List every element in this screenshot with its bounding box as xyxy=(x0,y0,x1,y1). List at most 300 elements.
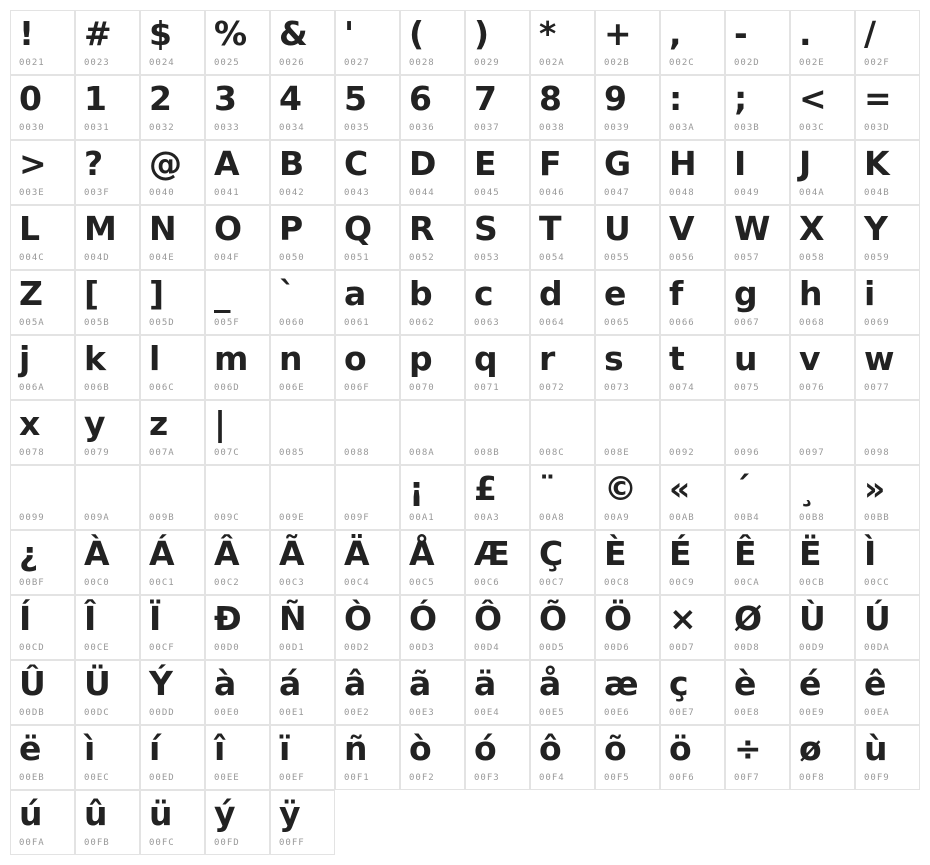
codepoint-label: 0029 xyxy=(474,58,500,68)
glyph xyxy=(539,401,592,447)
glyph: á xyxy=(279,664,302,703)
codepoint-label: 004F xyxy=(214,253,240,263)
glyph-cell xyxy=(10,140,75,205)
codepoint-label: 0065 xyxy=(604,318,630,328)
glyph-cell xyxy=(855,335,920,400)
codepoint-label: 00CF xyxy=(149,643,175,653)
glyph: O xyxy=(214,209,243,248)
glyph: è xyxy=(734,664,757,703)
glyph: p xyxy=(409,339,433,378)
glyph-cell xyxy=(855,270,920,335)
codepoint-label: 002E xyxy=(799,58,825,68)
glyph-cell xyxy=(270,790,335,855)
glyph-cell xyxy=(660,335,725,400)
glyph-cell xyxy=(530,595,595,660)
glyph: × xyxy=(669,599,697,638)
codepoint-label: 00CB xyxy=(799,578,825,588)
glyph: À xyxy=(84,534,110,573)
codepoint-label: 006A xyxy=(19,383,45,393)
glyph-cell xyxy=(855,75,920,140)
codepoint-label: 00E3 xyxy=(409,708,435,718)
glyph-cell xyxy=(140,790,205,855)
glyph-cell xyxy=(595,465,660,530)
codepoint-label: 00A9 xyxy=(604,513,630,523)
glyph-cell xyxy=(855,660,920,725)
glyph: Ï xyxy=(149,599,162,638)
codepoint-label: 0030 xyxy=(19,123,45,133)
glyph-cell xyxy=(10,790,75,855)
codepoint-label: 00C3 xyxy=(279,578,305,588)
glyph: + xyxy=(604,14,632,53)
glyph: Á xyxy=(149,534,175,573)
glyph: 9 xyxy=(604,79,627,118)
glyph-cell xyxy=(660,660,725,725)
codepoint-label: 0023 xyxy=(84,58,110,68)
glyph-cell xyxy=(10,335,75,400)
glyph: 8 xyxy=(539,79,562,118)
codepoint-label: 0076 xyxy=(799,383,825,393)
codepoint-label: 00D3 xyxy=(409,643,435,653)
glyph-cell xyxy=(595,660,660,725)
codepoint-label: 00C7 xyxy=(539,578,565,588)
codepoint-label: 00D8 xyxy=(734,643,760,653)
glyph: [ xyxy=(84,274,100,313)
codepoint-label: 00D5 xyxy=(539,643,565,653)
glyph-cell xyxy=(660,400,725,465)
glyph-cell xyxy=(855,725,920,790)
glyph: £ xyxy=(474,469,497,508)
glyph: Ì xyxy=(864,534,877,573)
codepoint-label: 0069 xyxy=(864,318,890,328)
glyph: ´ xyxy=(734,469,751,508)
glyph-cell xyxy=(75,335,140,400)
glyph-cell xyxy=(335,205,400,270)
glyph-cell xyxy=(75,400,140,465)
codepoint-label: 0070 xyxy=(409,383,435,393)
glyph-cell xyxy=(205,790,270,855)
glyph: N xyxy=(149,209,177,248)
glyph xyxy=(864,401,917,447)
codepoint-label: 0072 xyxy=(539,383,565,393)
glyph-cell xyxy=(595,205,660,270)
glyph-cell xyxy=(595,725,660,790)
codepoint-label: 006C xyxy=(149,383,175,393)
glyph: Õ xyxy=(539,599,568,638)
glyph xyxy=(669,401,722,447)
codepoint-label: 00DA xyxy=(864,643,890,653)
glyph: T xyxy=(539,209,562,248)
glyph-cell xyxy=(205,335,270,400)
glyph: Z xyxy=(19,274,43,313)
glyph: U xyxy=(604,209,631,248)
glyph-cell xyxy=(725,725,790,790)
glyph-cell xyxy=(790,660,855,725)
glyph: Ý xyxy=(149,664,173,703)
glyph: = xyxy=(864,79,892,118)
codepoint-label: 00C4 xyxy=(344,578,370,588)
codepoint-label: 0054 xyxy=(539,253,565,263)
glyph: % xyxy=(214,14,248,53)
codepoint-label: 0066 xyxy=(669,318,695,328)
glyph: . xyxy=(799,14,812,53)
codepoint-label: 00D1 xyxy=(279,643,305,653)
glyph: Î xyxy=(84,599,97,638)
glyph-cell xyxy=(400,595,465,660)
glyph-cell xyxy=(10,660,75,725)
glyph: õ xyxy=(604,729,627,768)
glyph: ¿ xyxy=(19,534,39,573)
glyph-cell xyxy=(10,270,75,335)
glyph-cell xyxy=(335,465,400,530)
glyph-cell xyxy=(400,725,465,790)
glyph-cell xyxy=(725,595,790,660)
codepoint-label: 00C6 xyxy=(474,578,500,588)
codepoint-label: 0044 xyxy=(409,188,435,198)
glyph-cell xyxy=(530,725,595,790)
glyph-cell xyxy=(75,725,140,790)
glyph: ( xyxy=(409,14,425,53)
codepoint-label: 008E xyxy=(604,448,630,458)
codepoint-label: 0074 xyxy=(669,383,695,393)
glyph: ÷ xyxy=(734,729,762,768)
glyph-cell xyxy=(725,205,790,270)
glyph-cell xyxy=(270,660,335,725)
glyph: û xyxy=(84,794,108,833)
glyph-cell xyxy=(595,75,660,140)
glyph: y xyxy=(84,404,106,443)
codepoint-label: 004E xyxy=(149,253,175,263)
glyph-cell xyxy=(270,75,335,140)
codepoint-label: 0098 xyxy=(864,448,890,458)
codepoint-label: 0039 xyxy=(604,123,630,133)
codepoint-label: 00FD xyxy=(214,838,240,848)
glyph-cell xyxy=(465,270,530,335)
glyph: , xyxy=(669,14,682,53)
glyph: 0 xyxy=(19,79,42,118)
codepoint-label: 00D0 xyxy=(214,643,240,653)
glyph: Y xyxy=(864,209,888,248)
codepoint-label: 0042 xyxy=(279,188,305,198)
glyph: > xyxy=(19,144,47,183)
codepoint-label: 0079 xyxy=(84,448,110,458)
glyph: ë xyxy=(19,729,42,768)
codepoint-label: 008A xyxy=(409,448,435,458)
glyph: ò xyxy=(409,729,432,768)
glyph: Ó xyxy=(409,599,438,638)
glyph xyxy=(214,466,267,512)
glyph-cell xyxy=(335,75,400,140)
glyph-cell xyxy=(465,595,530,660)
glyph xyxy=(409,401,462,447)
glyph: * xyxy=(539,14,557,53)
glyph-cell xyxy=(270,335,335,400)
glyph: @ xyxy=(149,144,182,183)
glyph: ï xyxy=(279,729,291,768)
codepoint-label: 003E xyxy=(19,188,45,198)
glyph-cell xyxy=(465,10,530,75)
glyph-cell xyxy=(790,400,855,465)
glyph-cell xyxy=(855,400,920,465)
glyph: z xyxy=(149,404,169,443)
codepoint-label: 0026 xyxy=(279,58,305,68)
glyph: ¨ xyxy=(539,469,556,508)
codepoint-label: 0078 xyxy=(19,448,45,458)
glyph-cell xyxy=(10,530,75,595)
glyph: : xyxy=(669,79,683,118)
glyph: Ü xyxy=(84,664,111,703)
glyph: u xyxy=(734,339,758,378)
codepoint-label: 0027 xyxy=(344,58,370,68)
codepoint-label: 00D4 xyxy=(474,643,500,653)
codepoint-label: 0049 xyxy=(734,188,760,198)
glyph: $ xyxy=(149,14,172,53)
glyph: a xyxy=(344,274,367,313)
glyph-cell xyxy=(725,400,790,465)
glyph-cell xyxy=(855,140,920,205)
codepoint-label: 005D xyxy=(149,318,175,328)
glyph-cell xyxy=(660,270,725,335)
glyph-cell xyxy=(790,205,855,270)
codepoint-label: 0040 xyxy=(149,188,175,198)
glyph: Ô xyxy=(474,599,503,638)
glyph: D xyxy=(409,144,437,183)
glyph-cell xyxy=(855,530,920,595)
glyph-cell xyxy=(855,10,920,75)
glyph: 2 xyxy=(149,79,172,118)
codepoint-label: 009C xyxy=(214,513,240,523)
codepoint-label: 003B xyxy=(734,123,760,133)
glyph-cell xyxy=(205,595,270,660)
glyph: _ xyxy=(214,274,231,313)
codepoint-label: 00BB xyxy=(864,513,890,523)
glyph: ñ xyxy=(344,729,368,768)
glyph: Ö xyxy=(604,599,633,638)
codepoint-label: 00F2 xyxy=(409,773,435,783)
glyph: j xyxy=(19,339,31,378)
codepoint-label: 00D2 xyxy=(344,643,370,653)
glyph: I xyxy=(734,144,747,183)
glyph: È xyxy=(604,534,627,573)
codepoint-label: 0053 xyxy=(474,253,500,263)
glyph-cell xyxy=(530,465,595,530)
glyph-cell xyxy=(75,660,140,725)
codepoint-label: 004D xyxy=(84,253,110,263)
glyph: ø xyxy=(799,729,822,768)
glyph: Û xyxy=(19,664,46,703)
codepoint-label: 00E6 xyxy=(604,708,630,718)
glyph-cell xyxy=(790,595,855,660)
glyph: Ë xyxy=(799,534,822,573)
codepoint-label: 005A xyxy=(19,318,45,328)
glyph: f xyxy=(669,274,684,313)
glyph: æ xyxy=(604,664,639,703)
glyph: s xyxy=(604,339,624,378)
glyph: B xyxy=(279,144,305,183)
codepoint-label: 0032 xyxy=(149,123,175,133)
glyph: C xyxy=(344,144,369,183)
glyph: - xyxy=(734,14,748,53)
glyph: ù xyxy=(864,729,888,768)
codepoint-label: 005F xyxy=(214,318,240,328)
glyph: í xyxy=(149,729,161,768)
glyph xyxy=(474,401,527,447)
glyph-cell xyxy=(725,10,790,75)
glyph-cell xyxy=(790,10,855,75)
codepoint-label: 0073 xyxy=(604,383,630,393)
codepoint-label: 008C xyxy=(539,448,565,458)
glyph: F xyxy=(539,144,562,183)
glyph: 6 xyxy=(409,79,432,118)
codepoint-label: 00DC xyxy=(84,708,110,718)
codepoint-label: 0056 xyxy=(669,253,695,263)
glyph: k xyxy=(84,339,106,378)
codepoint-label: 0062 xyxy=(409,318,435,328)
glyph: ô xyxy=(539,729,562,768)
glyph-cell xyxy=(140,660,205,725)
glyph: b xyxy=(409,274,433,313)
codepoint-label: 0097 xyxy=(799,448,825,458)
glyph: ¸ xyxy=(799,469,816,508)
glyph-cell xyxy=(270,270,335,335)
glyph: L xyxy=(19,209,41,248)
glyph: ] xyxy=(149,274,165,313)
glyph-cell xyxy=(400,75,465,140)
glyph: ý xyxy=(214,794,236,833)
glyph-cell xyxy=(595,530,660,595)
glyph-cell xyxy=(400,270,465,335)
codepoint-label: 0046 xyxy=(539,188,565,198)
glyph xyxy=(799,401,852,447)
codepoint-label: 00F5 xyxy=(604,773,630,783)
codepoint-label: 0075 xyxy=(734,383,760,393)
glyph-cell xyxy=(855,595,920,660)
glyph: Ù xyxy=(799,599,826,638)
glyph: V xyxy=(669,209,695,248)
glyph: R xyxy=(409,209,435,248)
glyph-cell xyxy=(205,530,270,595)
glyph-cell xyxy=(595,270,660,335)
codepoint-label: 0037 xyxy=(474,123,500,133)
glyph: S xyxy=(474,209,498,248)
codepoint-label: 00FF xyxy=(279,838,305,848)
codepoint-label: 00CD xyxy=(19,643,45,653)
glyph-cell xyxy=(140,270,205,335)
glyph-cell xyxy=(75,140,140,205)
codepoint-label: 00A1 xyxy=(409,513,435,523)
codepoint-label: 00BF xyxy=(19,578,45,588)
codepoint-label: 0041 xyxy=(214,188,240,198)
glyph-cell xyxy=(10,725,75,790)
codepoint-label: 0055 xyxy=(604,253,630,263)
glyph: 1 xyxy=(84,79,107,118)
glyph-cell xyxy=(400,530,465,595)
glyph: 5 xyxy=(344,79,367,118)
codepoint-label: 00A3 xyxy=(474,513,500,523)
codepoint-label: 0064 xyxy=(539,318,565,328)
glyph: m xyxy=(214,339,249,378)
codepoint-label: 002F xyxy=(864,58,890,68)
glyph: J xyxy=(799,144,812,183)
codepoint-label: 0067 xyxy=(734,318,760,328)
codepoint-label: 009E xyxy=(279,513,305,523)
glyph-cell xyxy=(205,725,270,790)
glyph: 7 xyxy=(474,79,497,118)
codepoint-label: 00FC xyxy=(149,838,175,848)
codepoint-label: 00EB xyxy=(19,773,45,783)
codepoint-label: 0051 xyxy=(344,253,370,263)
glyph: A xyxy=(214,144,240,183)
codepoint-label: 00F6 xyxy=(669,773,695,783)
glyph: ¡ xyxy=(409,469,425,508)
codepoint-label: 0024 xyxy=(149,58,175,68)
glyph: r xyxy=(539,339,556,378)
codepoint-label: 0077 xyxy=(864,383,890,393)
codepoint-label: 0036 xyxy=(409,123,435,133)
glyph-cell xyxy=(660,595,725,660)
glyph-cell xyxy=(725,465,790,530)
glyph-cell xyxy=(205,205,270,270)
glyph: î xyxy=(214,729,226,768)
glyph-cell xyxy=(75,270,140,335)
glyph-cell xyxy=(660,725,725,790)
codepoint-label: 0068 xyxy=(799,318,825,328)
glyph xyxy=(734,401,787,447)
glyph: ç xyxy=(669,664,689,703)
glyph-cell xyxy=(595,400,660,465)
codepoint-label: 00C0 xyxy=(84,578,110,588)
glyph: q xyxy=(474,339,498,378)
glyph-cell xyxy=(465,335,530,400)
glyph-cell xyxy=(465,400,530,465)
glyph xyxy=(149,466,202,512)
glyph-cell xyxy=(400,205,465,270)
glyph-cell xyxy=(10,465,75,530)
codepoint-label: 0045 xyxy=(474,188,500,198)
glyph: G xyxy=(604,144,632,183)
glyph-cell xyxy=(270,595,335,660)
codepoint-label: 00B8 xyxy=(799,513,825,523)
glyph-cell xyxy=(335,595,400,660)
glyph: â xyxy=(344,664,367,703)
glyph-cell xyxy=(530,75,595,140)
glyph: ` xyxy=(279,274,296,313)
codepoint-label: 004B xyxy=(864,188,890,198)
glyph: å xyxy=(539,664,562,703)
glyph xyxy=(279,466,332,512)
glyph-cell xyxy=(400,400,465,465)
glyph: X xyxy=(799,209,825,248)
codepoint-label: 003F xyxy=(84,188,110,198)
glyph xyxy=(19,466,72,512)
glyph-cell xyxy=(790,270,855,335)
glyph: Ê xyxy=(734,534,757,573)
glyph-cell xyxy=(530,205,595,270)
glyph-cell xyxy=(660,10,725,75)
glyph-cell xyxy=(790,725,855,790)
codepoint-label: 00E2 xyxy=(344,708,370,718)
glyph-cell xyxy=(400,10,465,75)
codepoint-label: 0038 xyxy=(539,123,565,133)
glyph: ú xyxy=(19,794,43,833)
glyph: c xyxy=(474,274,494,313)
glyph-cell xyxy=(790,465,855,530)
glyph-cell xyxy=(530,660,595,725)
glyph-cell xyxy=(140,10,205,75)
glyph-cell xyxy=(725,530,790,595)
glyph-cell xyxy=(140,465,205,530)
glyph: » xyxy=(864,469,886,508)
glyph: Ä xyxy=(344,534,370,573)
